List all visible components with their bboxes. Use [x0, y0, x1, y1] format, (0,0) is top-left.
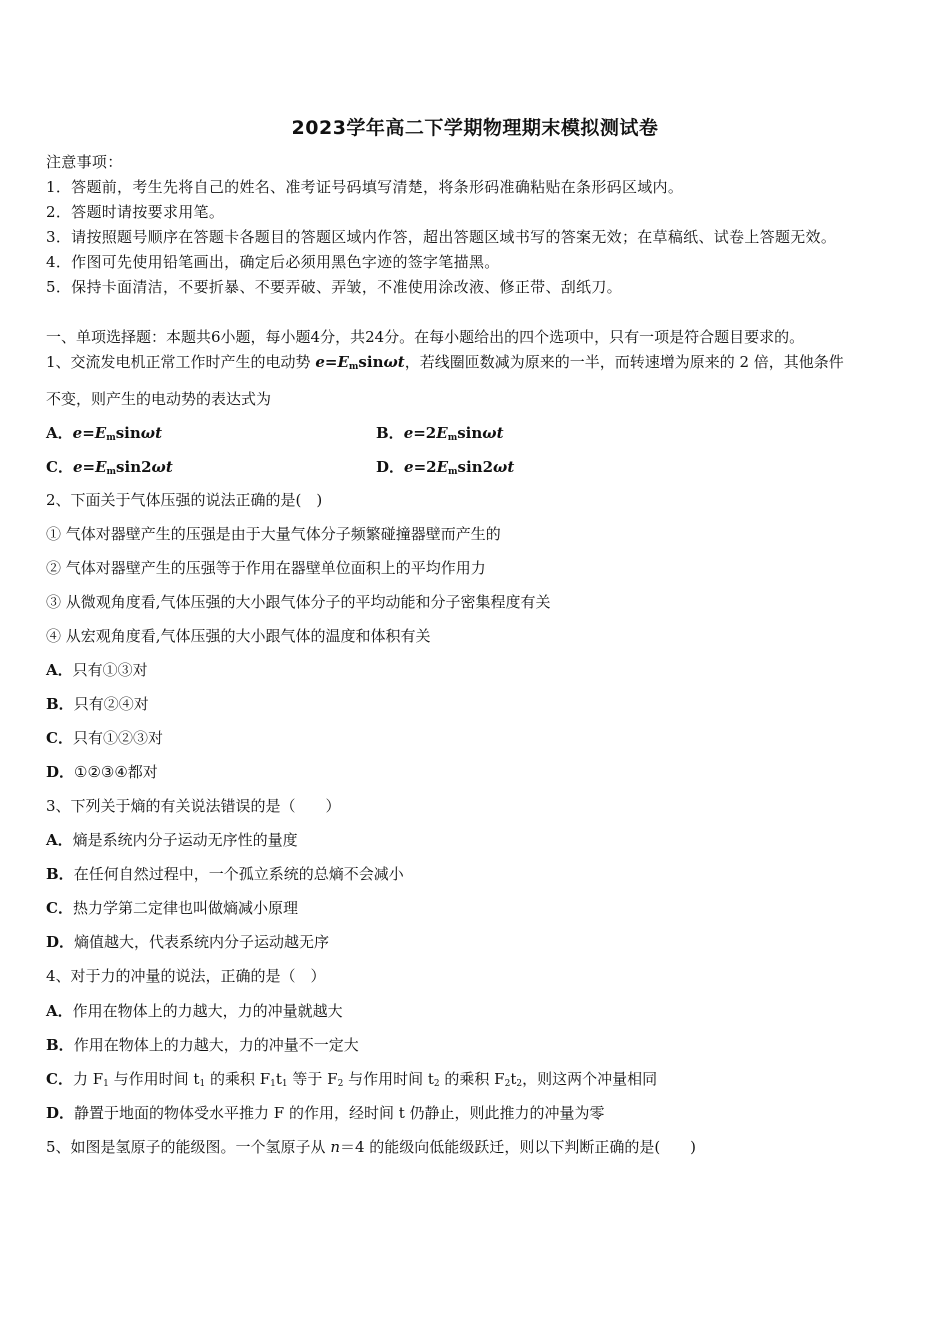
eq-fn: sin2	[116, 458, 152, 476]
q1-eq-e: e	[315, 353, 325, 371]
eq-fn: sin	[457, 424, 483, 442]
eq-sub: m	[106, 467, 117, 477]
q2-option-c	[46, 728, 163, 748]
eq-E: E	[95, 458, 107, 476]
eq-fn: sin	[115, 424, 141, 442]
text-part: ，则这两个冲量相同	[522, 1070, 658, 1088]
q1-eq-sub: m	[348, 362, 359, 372]
q1-stem-text: 1、交流发电机正常工作时产生的电动势	[46, 353, 316, 371]
text-part: 的乘积 F	[439, 1070, 505, 1088]
text-part: 的乘积 F	[205, 1070, 271, 1088]
q3-option-d	[46, 932, 329, 952]
option-label: B．	[46, 695, 74, 713]
subscript: 1	[281, 1079, 288, 1089]
q4-option-d	[46, 1103, 605, 1123]
q1-option-a	[46, 423, 162, 443]
q1-eq-wt: ωt	[383, 353, 405, 371]
eq-arg: ωt	[493, 458, 515, 476]
q2-option-b	[46, 694, 149, 714]
eq-fn: sin2	[457, 458, 494, 476]
option-label: D．	[46, 763, 75, 781]
option-label: D．	[376, 458, 405, 476]
option-text: ①②③④都对	[74, 763, 158, 781]
eq-E: E	[436, 424, 448, 442]
question-2-stem: 2、下面关于气体压强的说法正确的是( )	[46, 491, 323, 509]
eq-sub: m	[447, 433, 458, 443]
q1-eq-sin: sin	[358, 353, 384, 371]
subscript: 2	[504, 1079, 511, 1089]
subscript: 1	[199, 1079, 206, 1089]
eq-arg: ωt	[151, 458, 173, 476]
text-part: 力 F	[72, 1070, 104, 1088]
option-text: 熵是系统内分子运动无序性的量度	[72, 831, 298, 849]
eq-sign: =2	[413, 424, 437, 442]
q3-option-b	[46, 864, 404, 884]
subscript: 1	[103, 1079, 109, 1089]
option-label: B．	[46, 865, 74, 883]
eq-sign: =2	[413, 458, 437, 476]
q2-option-d	[46, 762, 158, 782]
option-label: B．	[46, 1036, 74, 1054]
eq-e: e	[72, 458, 83, 476]
q4-option-a	[46, 1001, 343, 1021]
option-label: D．	[46, 933, 75, 951]
option-text: 作用在物体上的力越大，力的冲量就越大	[72, 1002, 343, 1020]
notice-item-5: 5．保持卡面清洁，不要折暴、不要弄破、弄皱，不准使用涂改液、修正带、刮纸刀。	[46, 278, 622, 296]
option-text: 热力学第二定律也叫做熵减小原理	[72, 899, 298, 917]
q2-statement-4: ④ 从宏观角度看,气体压强的大小跟气体的温度和体积有关	[46, 627, 431, 645]
eq-sign: =	[82, 458, 96, 476]
subscript: 2	[337, 1079, 344, 1089]
text-part: 与作用时间 t	[108, 1070, 200, 1088]
notice-item-3: 3．请按照题号顺序在答题卡各题目的答题区域内作答，超出答题区域书写的答案无效；在草稿纸、试卷上答题无效。	[46, 228, 837, 246]
eq-e: e	[403, 424, 414, 442]
subscript: 2	[516, 1079, 523, 1089]
option-label: C．	[46, 458, 73, 476]
notice-item-4: 4．作图可先使用铅笔画出，确定后必须用黑色字迹的签字笔描黑。	[46, 253, 500, 271]
subscript: 2	[433, 1079, 440, 1089]
eq-sub: m	[106, 433, 116, 443]
eq-e: e	[404, 458, 414, 476]
eq-arg: ωt	[482, 424, 504, 442]
q4-option-b	[46, 1035, 359, 1055]
q5-n: n	[330, 1138, 340, 1156]
option-label: A．	[46, 424, 73, 442]
text-part: t	[275, 1070, 282, 1088]
question-5-stem	[46, 1137, 696, 1157]
notice-heading: 注意事项：	[46, 153, 123, 171]
text-part: 等于 F	[287, 1070, 338, 1088]
q1-option-b	[376, 423, 504, 443]
option-label: C．	[46, 899, 73, 917]
q2-statement-1: ① 气体对器壁产生的压强是由于大量气体分子频繁碰撞器壁而产生的	[46, 525, 501, 543]
q4-option-c	[46, 1069, 657, 1089]
question-4-stem: 4、对于力的冲量的说法，正确的是（ ）	[46, 967, 326, 985]
option-text: 在任何自然过程中，一个孤立系统的总熵不会减小	[73, 865, 404, 883]
question-1-stem	[46, 352, 844, 372]
q2-statement-3: ③ 从微观角度看,气体压强的大小跟气体分子的平均动能和分子密集程度有关	[46, 593, 551, 611]
subscript: 1	[270, 1079, 276, 1089]
q2-statement-2: ② 气体对器壁产生的压强等于作用在器壁单位面积上的平均作用力	[46, 559, 486, 577]
q3-option-a	[46, 830, 298, 850]
eq-E: E	[436, 458, 449, 476]
question-3-stem: 3、下列关于熵的有关说法错误的是（ ）	[46, 797, 341, 815]
notice-item-1: 1．答题前，考生先将自己的姓名、准考证号码填写清楚，将条形码准确粘贴在条形码区域内。	[46, 178, 684, 196]
eq-arg: ωt	[140, 424, 163, 442]
eq-sign: =	[82, 424, 95, 442]
eq-sub: m	[448, 467, 458, 477]
q2-option-a	[46, 660, 148, 680]
option-text: 只有①③对	[72, 661, 148, 679]
q1-eq-sign: =	[324, 353, 338, 371]
text-part: t	[510, 1070, 517, 1088]
q1-option-c	[46, 457, 173, 477]
option-label: B．	[376, 424, 404, 442]
q3-option-c	[46, 898, 298, 918]
notice-item-2: 2．答题时请按要求用笔。	[46, 203, 225, 221]
eq-e: e	[72, 424, 83, 442]
q1-stem-text-b: ，若线圈匝数减为原来的一半，而转速增为原来的 2 倍，其他条件	[404, 353, 844, 371]
section-heading: 一、单项选择题：本题共6小题，每小题4分，共24分。在每小题给出的四个选项中，只有一项是符合题目要求的。	[46, 328, 805, 346]
option-label: A．	[46, 831, 73, 849]
option-label: C．	[46, 1070, 73, 1088]
text-part: 与作用时间 t	[343, 1070, 434, 1088]
question-1-stem-cont: 不变，则产生的电动势的表达式为	[46, 390, 272, 408]
page-title: 2023学年高二下学期物理期末模拟测试卷	[291, 117, 659, 139]
eq-E: E	[94, 424, 107, 442]
option-text: 只有②④对	[73, 695, 149, 713]
option-label: A．	[46, 1002, 73, 1020]
q1-option-d	[376, 457, 514, 477]
option-text: 作用在物体上的力越大，力的冲量不一定大	[73, 1036, 359, 1054]
option-text: 熵值越大，代表系统内分子运动越无序	[74, 933, 330, 951]
option-label: D．	[46, 1104, 75, 1122]
option-label: C．	[46, 729, 73, 747]
q5-stem-text-b: ＝4 的能级向低能级跃迁，则以下判断正确的是( )	[340, 1138, 697, 1156]
option-text: 只有①②③对	[72, 729, 163, 747]
option-text: 静置于地面的物体受水平推力 F 的作用，经时间 t 仍静止，则此推力的冲量为零	[74, 1104, 605, 1122]
option-label: A．	[46, 661, 73, 679]
q1-eq-E: E	[337, 353, 349, 371]
q5-stem-text: 5、如图是氢原子的能级图。一个氢原子从	[46, 1138, 331, 1156]
